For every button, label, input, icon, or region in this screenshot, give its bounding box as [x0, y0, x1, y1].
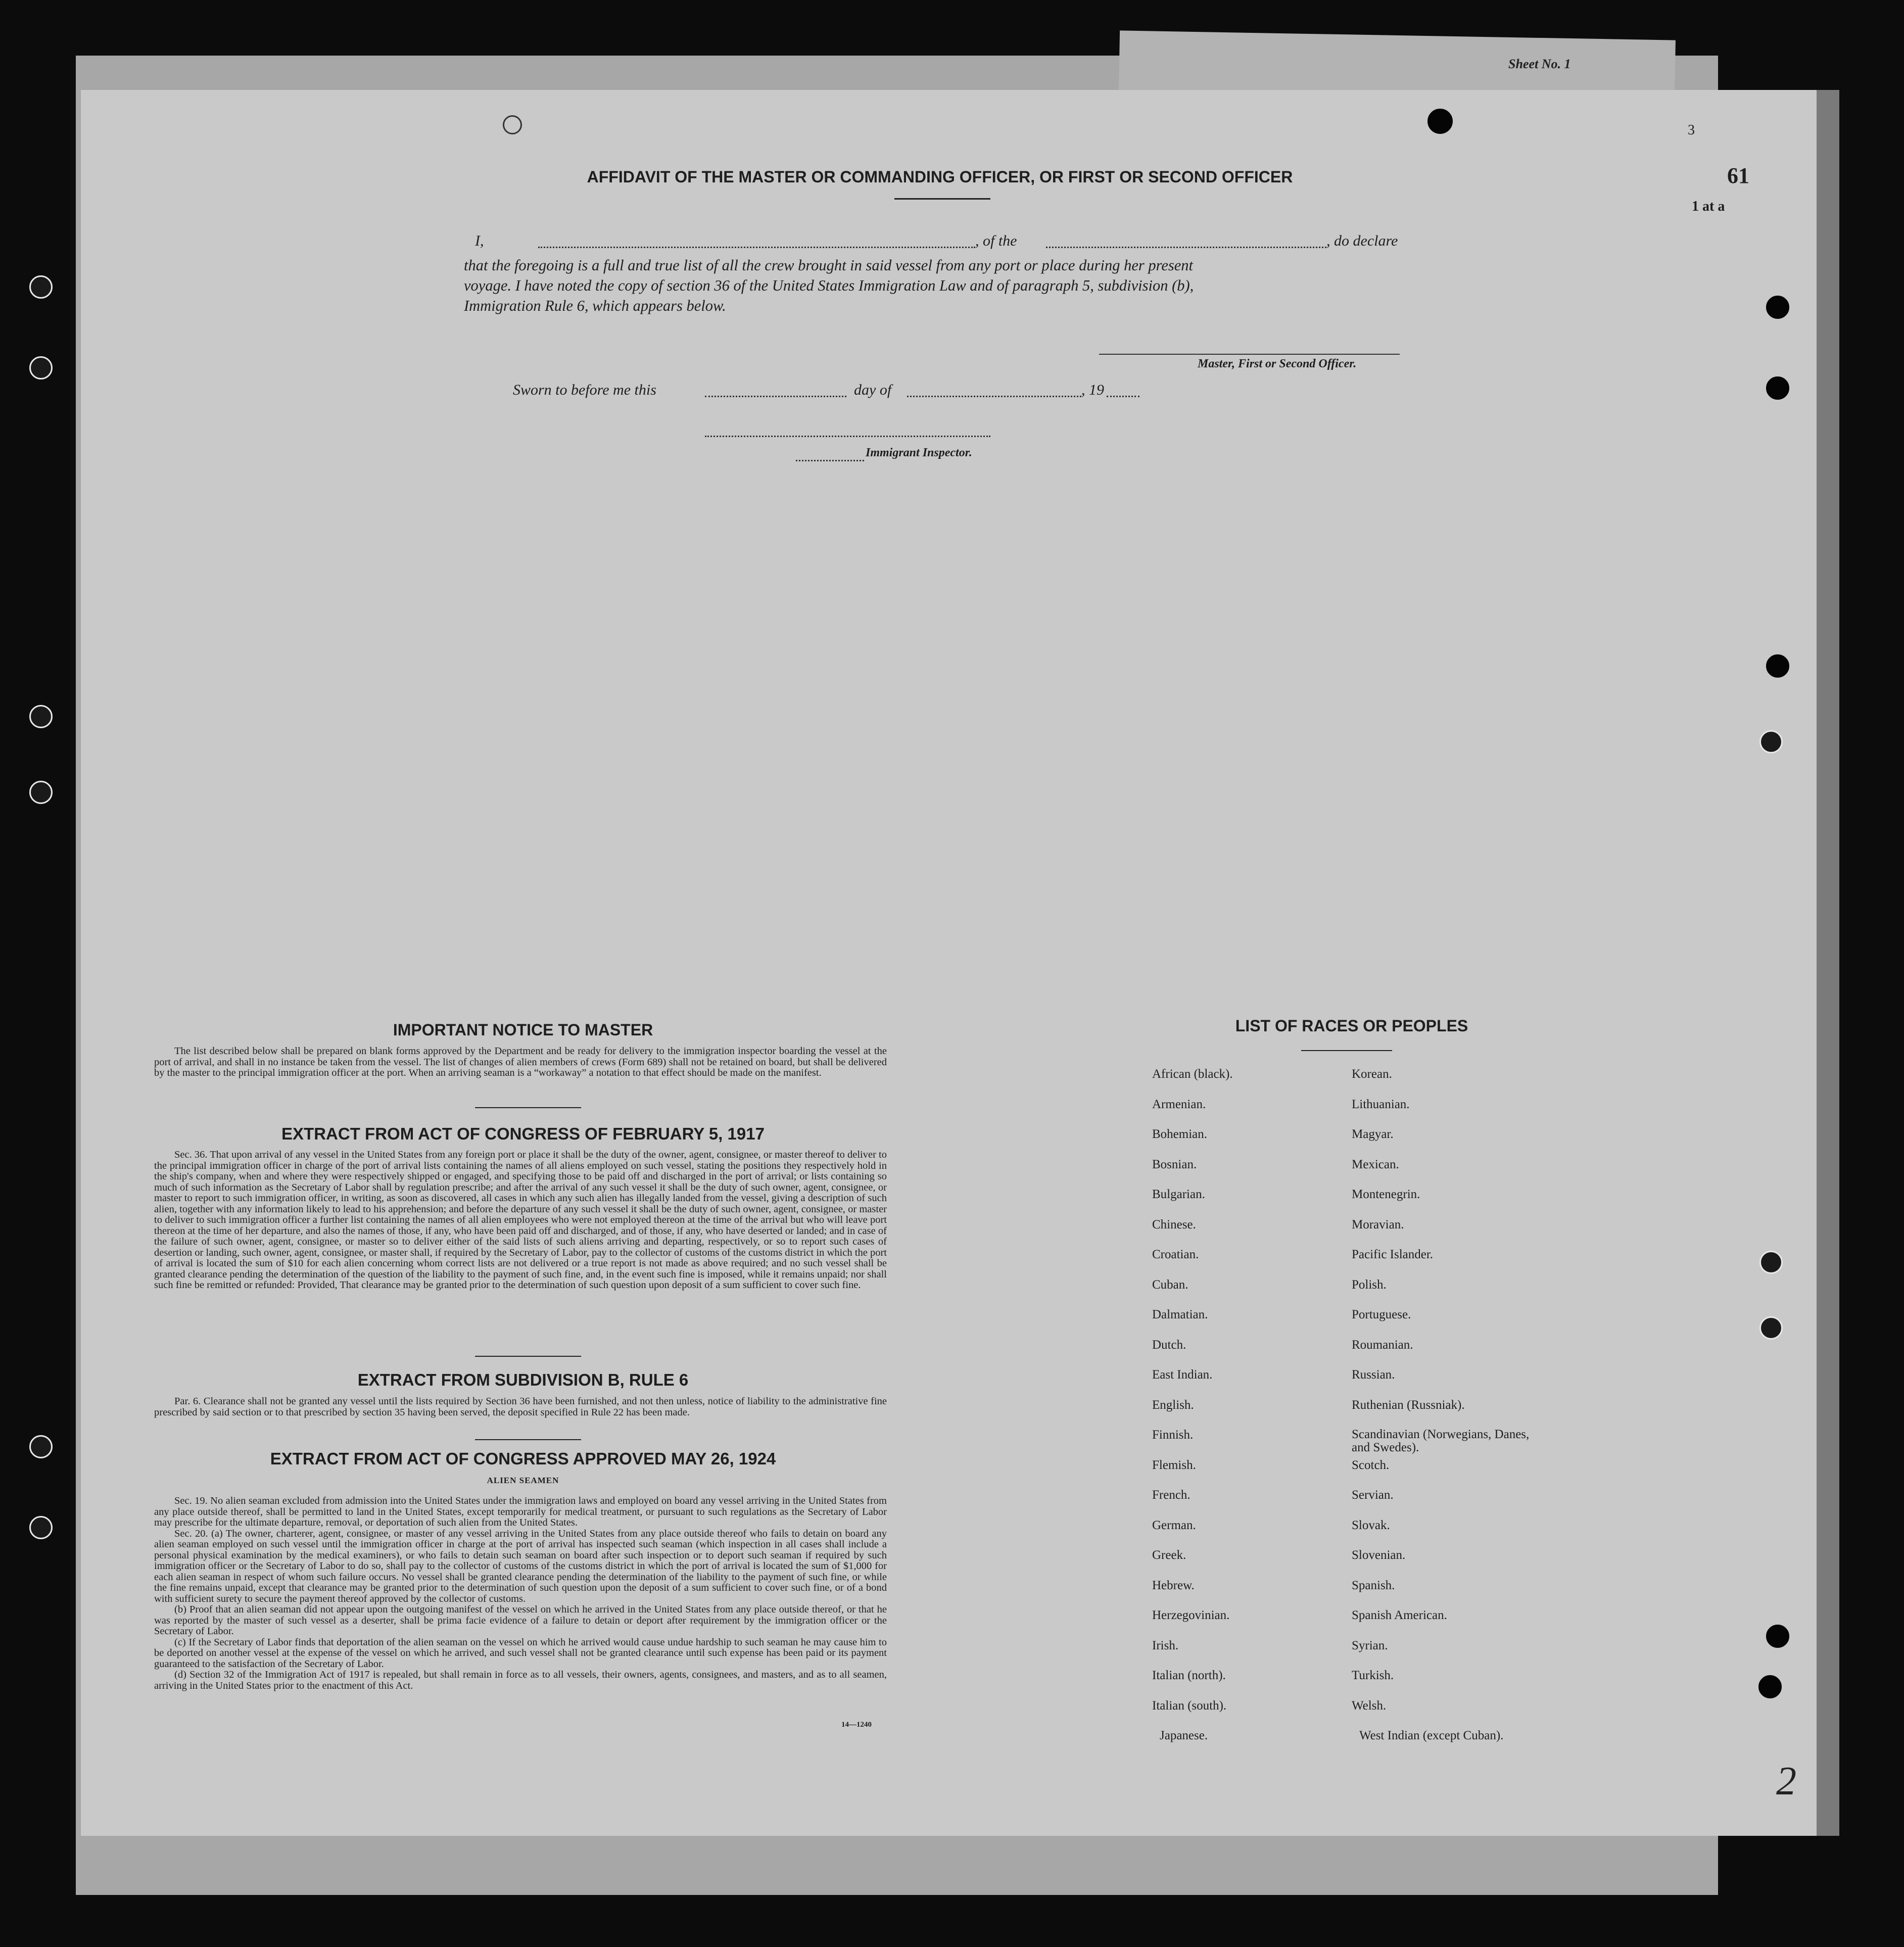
binder-hole [29, 1516, 53, 1539]
race-item: Roumanian. [1352, 1338, 1413, 1352]
binder-hole [29, 1435, 53, 1458]
race-item: Flemish. [1152, 1458, 1196, 1472]
binder-hole [1766, 296, 1789, 319]
name-field [538, 247, 975, 248]
section-20a-text: Sec. 20. (a) The owner, charterer, agent, consignee, or master of any vessel arriving in the United States from any place outside thereof who fails to detain on board any alien seaman employed on such vessel until the immigration officer in charge at the port of arrival has inspected such seaman (which inspection in all cases shall include a personal physical examination by the medical examiners), or who fails to detain such seaman on board after such inspection or to deport such seaman if required by such immigration officer or the Secretary of Labor to do so, shall pay to the collector of customs of the customs district in which the port of arrival is located the sum of $1,000 for each alien seaman in respect of whom such failure occurs. No vessel shall be granted clearance pending the determination of the liability to the payment of such fine, or while the fine remains unpaid, except that clearance may be granted prior to the determination of such question upon the deposit of a sum sufficient to cover such fine, or of a bond with sufficient surety to secure the payment thereof approved by the collector of customs. [154, 1528, 887, 1604]
race-item: Spanish. [1352, 1578, 1395, 1592]
binder-hole [29, 356, 53, 379]
race-item: Armenian. [1152, 1097, 1206, 1111]
extract-rule6-body [154, 1396, 887, 1418]
race-item: Servian. [1352, 1488, 1394, 1502]
races-title-rule [1301, 1050, 1392, 1051]
sheet-number-label: Sheet No. 1 [1508, 57, 1571, 71]
notice-title: IMPORTANT NOTICE TO MASTER [393, 1021, 653, 1039]
margin-mark: 1 at a [1692, 199, 1725, 214]
extract-rule6-rule [475, 1439, 581, 1440]
binder-hole [1766, 654, 1789, 678]
race-item: Italian (south). [1152, 1698, 1227, 1713]
paragraph-6-text: Par. 6. Clearance shall not be granted any vessel until the lists required by Section 36 have been furnished, and not then unless, notice of liability to the administrative fine prescribed by said section or to that prescribed by section 35 having been served, the deposit specified in Rule 22 has been made. [154, 1396, 887, 1418]
race-item: Slovenian. [1352, 1548, 1406, 1562]
notice-text: The list described below shall be prepared on blank forms approved by the Department and be ready for delivery to the immigration inspector boarding the vessel at the port of arrival, and shall in no instance be taken from the vessel. The list of changes of alien members of crews (Form 689) shall not be retained on board, but shall be delivered by the master to the principal immigration officer at the port. When an arriving seaman is a “workaway” a notation to that effect should be made on the manifest. [154, 1046, 887, 1078]
race-item: Polish. [1352, 1277, 1387, 1292]
page-edge-shadow [1817, 90, 1839, 1836]
race-item: Cuban. [1152, 1277, 1188, 1292]
race-item: African (black). [1152, 1067, 1233, 1081]
race-item: Syrian. [1352, 1638, 1388, 1652]
day-of-label: day of [854, 382, 892, 398]
binder-hole [1766, 1625, 1789, 1648]
race-item: Slovak. [1352, 1518, 1390, 1532]
extract-1917-rule [475, 1356, 581, 1357]
races-title: LIST OF RACES OR PEOPLES [1235, 1017, 1468, 1035]
race-item: Dalmatian. [1152, 1308, 1208, 1321]
race-item: Lithuanian. [1352, 1097, 1410, 1111]
affidavit-title: AFFIDAVIT OF THE MASTER OR COMMANDING OFFICER, OR FIRST OR SECOND OFFICER [587, 168, 1293, 186]
race-item: Japanese. [1160, 1729, 1208, 1742]
race-item: Chinese. [1152, 1217, 1196, 1231]
race-item: Hebrew. [1152, 1578, 1195, 1592]
affidavit-line3: voyage. I have noted the copy of section 36 of the United States Immigration Law and of paragraph 5, subdivision (b), [464, 277, 1194, 294]
race-item: Bulgarian. [1152, 1188, 1205, 1201]
race-item: West Indian (except Cuban). [1359, 1729, 1504, 1742]
section-20d-text: (d) Section 32 of the Immigration Act of 1917 is repealed, but shall remain in force as to all vessels, their owners, agents, consignees, and masters, and as to all seamen, arriving in the United States prior to the enactment of this Act. [154, 1669, 887, 1691]
race-item: Finnish. [1152, 1428, 1194, 1442]
race-item: Irish. [1152, 1638, 1179, 1652]
corner-mark: 2 [1776, 1759, 1796, 1803]
race-item: East Indian. [1152, 1368, 1213, 1382]
race-item: Croatian. [1152, 1248, 1199, 1261]
vessel-field [1046, 247, 1326, 248]
inspector-caption-line [796, 460, 864, 461]
notice-rule [475, 1107, 581, 1108]
extract-1917-title: EXTRACT FROM ACT OF CONGRESS OF FEBRUARY 5, 1917 [281, 1124, 765, 1143]
inspector-caption: Immigrant Inspector. [866, 446, 972, 459]
race-item: Montenegrin. [1352, 1188, 1420, 1201]
race-item: Dutch. [1152, 1338, 1186, 1352]
race-item: Mexican. [1352, 1157, 1399, 1171]
binder-hole [29, 781, 53, 804]
race-item: Turkish. [1352, 1669, 1394, 1682]
section-36-text: Sec. 36. That upon arrival of any vessel in the United States from any foreign port or place it shall be the duty of the owner, agent, consignee, or master thereof to deliver to the principal immigration officer in charge of the port of arrival lists containing the names of all aliens employed on such vessel, stating the positions they respectively hold in the ship's company, when and where they were respectively shipped or engaged, and specifying those to be paid off and discharged in the port of arrival; or lists containing so much of such information as the Secretary of Labor shall by regulation prescribe; and after the arrival of any such vessel it shall be the duty of such owner, agent, consignee, or master to report to such immigration officer, in writing, as soon as discovered, all cases in which any such alien has illegally landed from the vessel, giving a description of such alien, together with any information likely to lead to his apprehension; and before the departure of any such vessel it shall be the duty of such owner, agent, consignee, or master to deliver to such immigration officer a further list containing the names of all alien employees who were not employed thereon at the time of the arrival but who will leave port thereon at the time of her departure, and also the names of those, if any, who have been paid off and discharged, and of those, if any, who have deserted or landed; and in case of the failure of such owner, agent, consignee, or master so to deliver either of the said lists of such aliens arriving and departing, respectively, or so to report such cases of desertion or landing, such owner, agent, consignee, or master shall, if required by the Secretary of Labor, pay to the collector of customs of the customs district in which the port of arrival is located the sum of $10 for each alien concerning whom correct lists are not delivered or a true report is not made as above required; and no such vessel shall be granted clearance pending the determination of the question of the liability to the payment of such fine, and, in the event such fine is imposed, while it remains unpaid; nor shall such fine be remitted or refunded: Provided, That clearance may be granted prior to the determination of such question upon deposit of a sum sufficient to cover such fine. [154, 1149, 887, 1291]
race-item: German. [1152, 1518, 1196, 1532]
affidavit-line2: that the foregoing is a full and true list of all the crew brought in said vessel from any port or place during her present [464, 257, 1194, 274]
race-item: Russian. [1352, 1368, 1395, 1382]
affidavit-line1-declare: , do declare [1326, 232, 1398, 249]
race-item: Ruthenian (Russniak). [1352, 1398, 1465, 1412]
binder-hole [1758, 1675, 1782, 1698]
page-number: 61 [1727, 163, 1749, 188]
sworn-day-field [705, 396, 846, 397]
section-20b-text: (b) Proof that an alien seaman did not appear upon the outgoing manifest of the vessel on which he arrived in the United States from any place outside thereof, or that he was reported by the master of such vessel as a deserter, shall be prima facie evidence of a failure to detain or deport after requirement by the immigration officer or the Secretary of Labor. [154, 1604, 887, 1637]
race-item: Magyar. [1352, 1127, 1394, 1141]
race-item: English. [1152, 1398, 1194, 1412]
affidavit-line1-i: I, [475, 232, 484, 249]
sworn-year-field [1107, 396, 1139, 397]
race-item: Italian (north). [1152, 1669, 1226, 1682]
binder-hole [503, 115, 522, 134]
race-item: Portuguese. [1352, 1308, 1411, 1321]
section-20c-text: (c) If the Secretary of Labor finds that deportation of the alien seaman on the vessel on which he arrived would cause undue hardship to such seaman he may cause him to be deported on another vessel at the expense of the vessel on which he arrived, and such vessel shall not be granted clearance until such expense has been paid or its payment guaranteed to the satisfaction of the Secretary of Labor. [154, 1636, 887, 1670]
extract-1924-title: EXTRACT FROM ACT OF CONGRESS APPROVED MAY 26, 1924 [270, 1449, 776, 1468]
race-item: French. [1152, 1488, 1191, 1502]
race-item: Korean. [1352, 1067, 1392, 1081]
binder-hole [1427, 109, 1453, 134]
race-item: Scandinavian (Norwegians, Danes, and Swedes). [1352, 1428, 1530, 1454]
race-item: Bosnian. [1152, 1157, 1197, 1171]
race-item: Bohemian. [1152, 1127, 1208, 1141]
affidavit-line1-of-the: , of the [975, 232, 1017, 249]
notice-body [154, 1046, 887, 1079]
race-item: Scotch. [1352, 1458, 1390, 1472]
form-code: 14—1240 [841, 1721, 872, 1729]
sworn-month-field [907, 396, 1081, 397]
alien-seamen-subtitle: ALIEN SEAMEN [487, 1476, 559, 1485]
binder-hole [1759, 1316, 1783, 1340]
signature-line [1099, 354, 1400, 355]
binder-hole [1766, 376, 1789, 400]
race-item: Herzegovinian. [1152, 1608, 1230, 1622]
race-item: Pacific Islander. [1352, 1248, 1434, 1261]
race-item: Spanish American. [1352, 1608, 1447, 1622]
race-item: Moravian. [1352, 1217, 1404, 1231]
binder-hole [1759, 1251, 1783, 1274]
binder-hole [1759, 730, 1783, 753]
top-mark: 3 [1688, 122, 1695, 138]
race-item: Welsh. [1352, 1698, 1387, 1713]
binder-hole [29, 705, 53, 728]
binder-hole [29, 275, 53, 299]
extract-rule6-title: EXTRACT FROM SUBDIVISION B, RULE 6 [357, 1370, 689, 1389]
inspector-signature-line [705, 436, 990, 437]
affidavit-line4: Immigration Rule 6, which appears below. [464, 297, 726, 314]
signer-caption: Master, First or Second Officer. [1198, 357, 1357, 370]
section-19-text: Sec. 19. No alien seaman excluded from admission into the United States under the immigration laws and employed on board any vessel arriving in the United States from any place outside thereof, shall be permitted to land in the United States, except temporarily for medical treatment, or pursuant to such regulations as the Secretary of Labor may prescribe for the ultimate departure, removal, or deportation of such alien from the United States. [154, 1495, 887, 1528]
sworn-label: Sworn to before me this [513, 382, 656, 398]
race-item: Greek. [1152, 1548, 1186, 1562]
affidavit-title-rule [894, 198, 990, 200]
year-prefix: , 19 [1081, 382, 1104, 398]
extract-1924-body [154, 1496, 887, 1691]
extract-1917-body [154, 1150, 887, 1291]
